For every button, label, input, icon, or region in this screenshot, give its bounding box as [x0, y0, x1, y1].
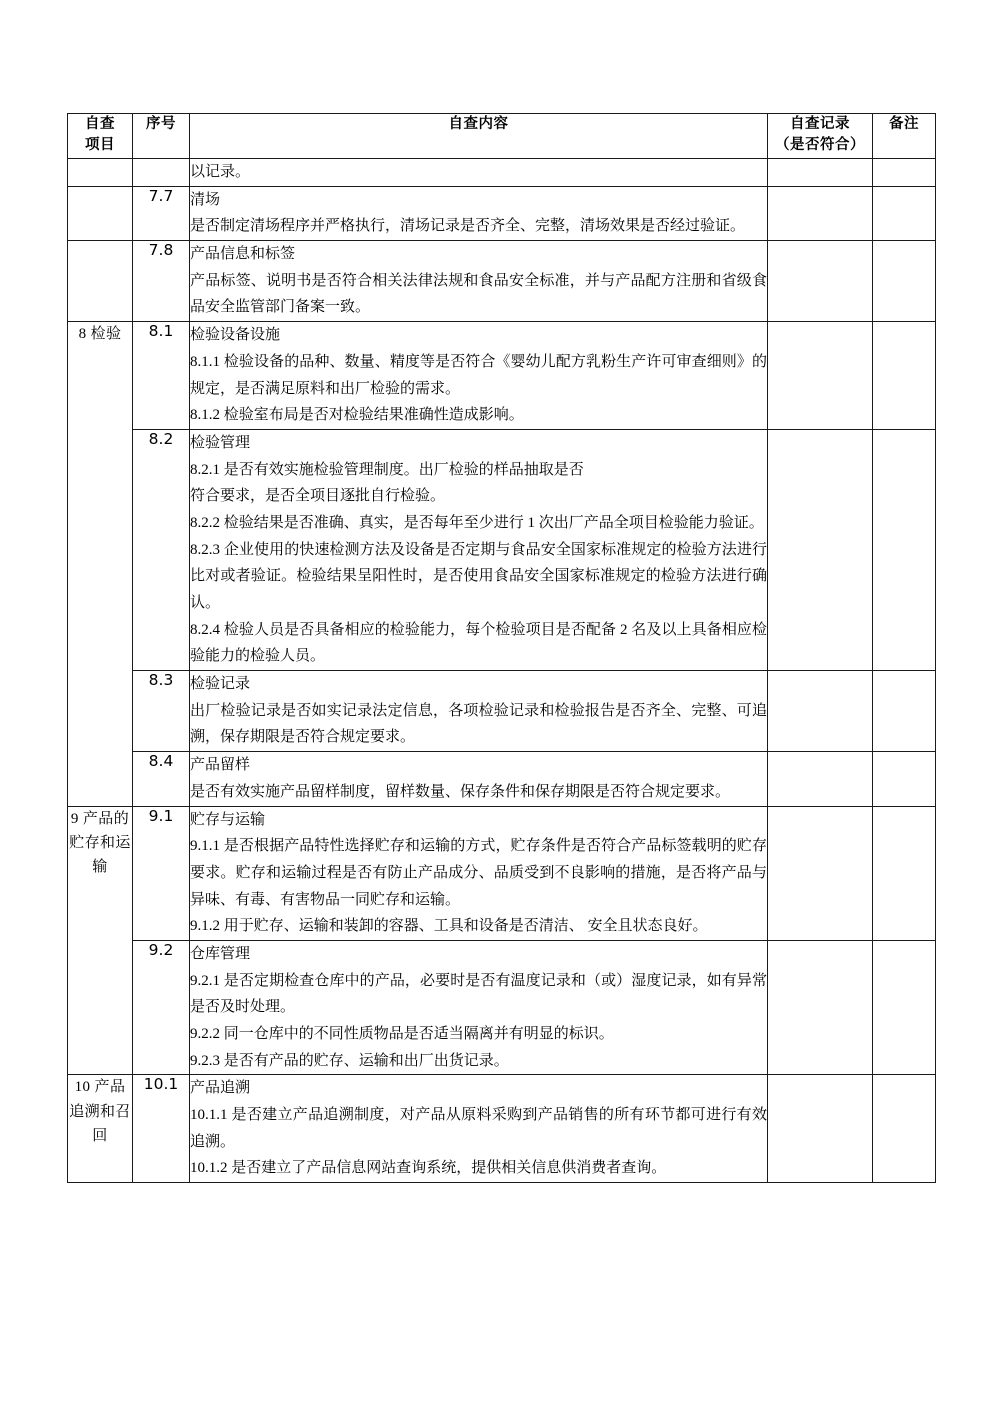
cell-record[interactable] — [768, 186, 873, 240]
cell-serial: 10.1 — [133, 1075, 190, 1183]
content-line: 9.2.3 是否有产品的贮存、运输和出厂出货记录。 — [190, 1052, 509, 1069]
content-line: 8.2.2 检验结果是否准确、真实，是否每年至少进行 1 次出厂产品全项目检验能力验证。 — [190, 514, 764, 531]
table-row — [68, 671, 936, 752]
content-line: 8.2.1 是否有效实施检验管理制度。出厂检验的样品抽取是否 — [190, 461, 584, 478]
cell-content — [190, 241, 768, 322]
content-line: 8.1.1 检验设备的品种、数量、精度等是否符合《婴幼儿配方乳粉生产许可审查细则》的规定，是否满足原料和出厂检验的需求。 — [190, 353, 767, 397]
cell-serial: 8.4 — [133, 752, 190, 806]
cell-record[interactable] — [768, 429, 873, 670]
item-label: 9 产品的贮存和运输 — [69, 810, 131, 876]
table-row — [68, 159, 936, 187]
table-row — [68, 752, 936, 806]
cell-record[interactable] — [768, 322, 873, 430]
cell-remark[interactable] — [873, 671, 936, 752]
content-line: 10.1.2 是否建立了产品信息网站查询系统，提供相关信息供消费者查询。 — [190, 1160, 667, 1177]
cell-record[interactable] — [768, 241, 873, 322]
cell-remark[interactable] — [873, 186, 936, 240]
cell-remark[interactable] — [873, 429, 936, 670]
content-line: 出厂检验记录是否如实记录法定信息，各项检验记录和检验报告是否齐全、完整、可追溯，保存期限是否符合规定要求。 — [190, 702, 767, 746]
content-heading: 贮存与运输 — [190, 811, 266, 828]
cell-record[interactable] — [768, 159, 873, 187]
table-row — [68, 1075, 936, 1183]
cell-item — [68, 241, 133, 322]
column-header-item — [68, 114, 133, 159]
column-header-item-line2: 项目 — [85, 137, 115, 154]
column-header-item-line1: 自查 — [85, 116, 115, 132]
table-row — [68, 322, 936, 430]
cell-record[interactable] — [768, 940, 873, 1074]
content-heading: 检验设备设施 — [190, 327, 281, 344]
cell-serial: 8.2 — [133, 429, 190, 670]
content-heading: 检验记录 — [190, 676, 251, 693]
checklist-sheet — [67, 113, 935, 1183]
cell-content — [190, 806, 768, 940]
table-row — [68, 186, 936, 240]
item-label: 10 产品追溯和召回 — [69, 1079, 131, 1144]
cell-remark[interactable] — [873, 322, 936, 430]
cell-remark[interactable] — [873, 752, 936, 806]
content-line: 8.2.4 检验人员是否具备相应的检验能力，每个检验项目是否配备 2 名及以上具备相应检验能力的检验人员。 — [190, 621, 767, 665]
cell-record[interactable] — [768, 752, 873, 806]
item-label: 8 检验 — [78, 326, 122, 343]
table-row — [68, 940, 936, 1074]
cell-serial: 7.7 — [133, 186, 190, 240]
content-heading: 仓库管理 — [190, 945, 251, 962]
cell-content — [190, 186, 768, 240]
content-line: 是否制定清场程序并严格执行，清场记录是否齐全、完整，清场效果是否经过验证。 — [190, 218, 746, 235]
content-line: 9.2.2 同一仓库中的不同性质物品是否适当隔离并有明显的标识。 — [190, 1026, 614, 1042]
cell-item — [68, 1075, 133, 1183]
self-inspection-table — [67, 113, 936, 1183]
table-row — [68, 806, 936, 940]
cell-serial: 9.1 — [133, 806, 190, 940]
content-line: 产品标签、说明书是否符合相关法律法规和食品安全标准，并与产品配方注册和省级食品安全监管部门备案一致。 — [190, 272, 767, 316]
column-header-record-line1: 自查记录 — [790, 116, 850, 132]
table-header — [68, 114, 936, 159]
cell-remark[interactable] — [873, 940, 936, 1074]
cell-item — [68, 159, 133, 187]
cell-serial: 8.3 — [133, 671, 190, 752]
cell-content — [190, 429, 768, 670]
cell-content — [190, 322, 768, 430]
cell-content — [190, 159, 768, 187]
content-heading: 以记录。 — [190, 164, 251, 180]
content-line: 符合要求，是否全项目逐批自行检验。 — [190, 488, 446, 505]
column-header-record — [768, 114, 873, 159]
cell-item — [68, 186, 133, 240]
column-header-content: 自查内容 — [190, 114, 768, 159]
cell-record[interactable] — [768, 1075, 873, 1183]
content-heading: 产品信息和标签 — [190, 246, 296, 263]
cell-record[interactable] — [768, 806, 873, 940]
cell-remark[interactable] — [873, 159, 936, 187]
cell-item — [68, 322, 133, 806]
cell-record[interactable] — [768, 671, 873, 752]
content-line: 是否有效实施产品留样制度，留样数量、保存条件和保存期限是否符合规定要求。 — [190, 783, 731, 800]
cell-content — [190, 752, 768, 806]
content-heading: 清场 — [190, 191, 221, 208]
cell-serial: 7.8 — [133, 241, 190, 322]
table-body — [68, 159, 936, 1183]
cell-content — [190, 1075, 768, 1183]
content-line: 9.1.2 用于贮存、运输和装卸的容器、工具和设备是否清洁、 安全且状态良好。 — [190, 918, 708, 935]
cell-item — [68, 806, 133, 1075]
cell-serial: 8.1 — [133, 322, 190, 430]
content-line: 8.2.3 企业使用的快速检测方法及设备是否定期与食品安全国家标准规定的检验方法进行比对或者验证。检验结果呈阳性时，是否使用食品安全国家标准规定的检验方法进行确认。 — [190, 541, 767, 611]
cell-remark[interactable] — [873, 241, 936, 322]
content-heading: 产品留样 — [190, 757, 251, 774]
cell-serial: 9.2 — [133, 940, 190, 1074]
cell-content — [190, 671, 768, 752]
cell-remark[interactable] — [873, 806, 936, 940]
table-row — [68, 241, 936, 322]
table-header-row — [68, 114, 936, 159]
cell-serial — [133, 159, 190, 187]
content-heading: 检验管理 — [190, 434, 251, 451]
content-line: 9.1.1 是否根据产品特性选择贮存和运输的方式，贮存条件是否符合产品标签载明的贮存要求。贮存和运输过程是否有防止产品成分、品质受到不良影响的措施，是否将产品与异味、有毒、有害物品一同贮存和运输。 — [190, 838, 767, 908]
column-header-remark: 备注 — [873, 114, 936, 159]
table-row — [68, 429, 936, 670]
cell-content — [190, 940, 768, 1074]
content-line: 9.2.1 是否定期检查仓库中的产品，必要时是否有温度记录和（或）湿度记录，如有异常是否及时处理。 — [190, 972, 767, 1016]
column-header-serial: 序号 — [133, 114, 190, 159]
content-heading: 产品追溯 — [190, 1080, 251, 1097]
content-line: 10.1.1 是否建立产品追溯制度，对产品从原料采购到产品销售的所有环节都可进行有效追溯。 — [190, 1107, 767, 1150]
cell-remark[interactable] — [873, 1075, 936, 1183]
content-line: 8.1.2 检验室布局是否对检验结果准确性造成影响。 — [190, 407, 524, 424]
column-header-record-line2: （是否符合） — [775, 137, 865, 154]
